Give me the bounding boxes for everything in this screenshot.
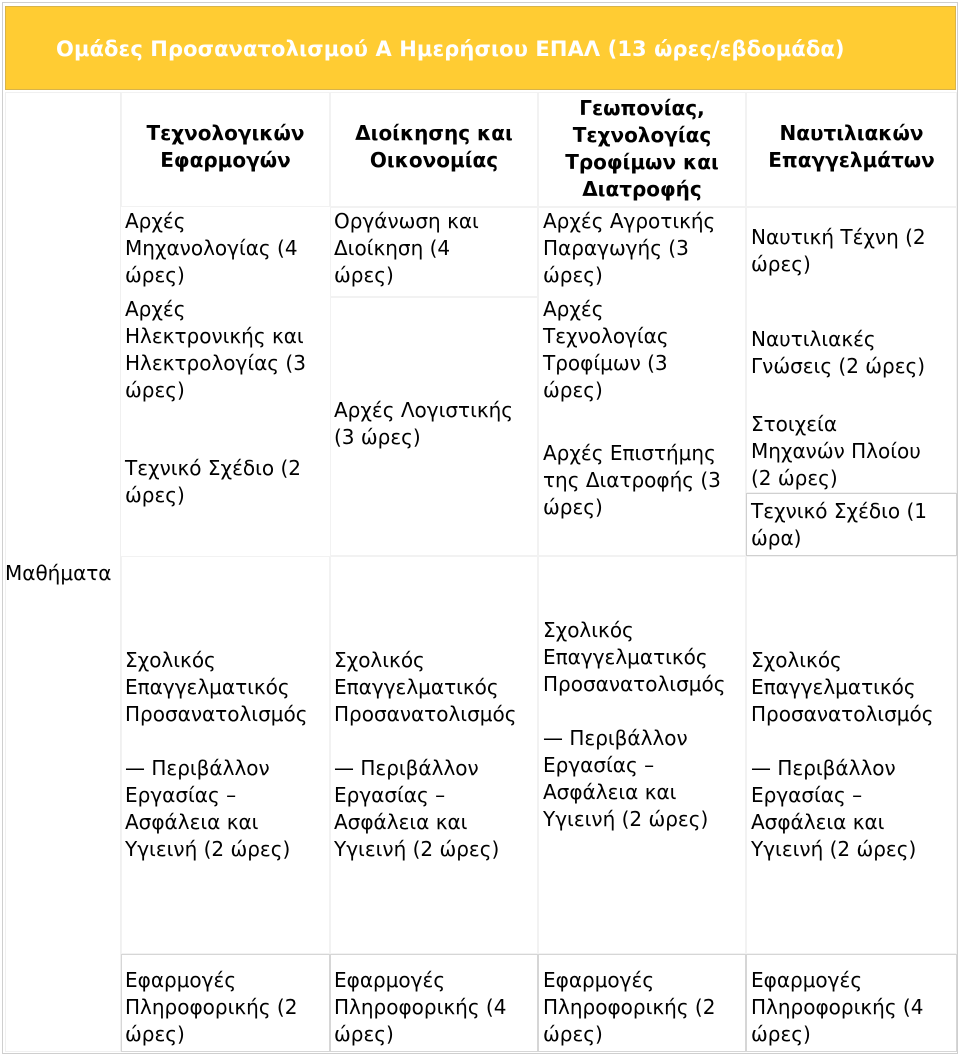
course-text: Αρχές Επιστήμης της Διατροφής (3 ώρες) [543,441,721,519]
course-cell: Αρχές Μηχανολογίας (4 ώρες) [125,209,298,287]
school-course-text: Σχολικός Επαγγελματικός Προσανατολισμός — Περιβάλλον Εργασίας – Ασφάλεια και Υγιεινή (2 ώρες) [125,648,308,861]
course-text: Αρχές Λογιστικής (3 ώρες) [334,398,514,449]
course-cell: Αρχές Ηλεκτρονικής και Ηλεκτρολογίας (3 ώρες) [125,297,306,402]
school-course-text: Σχολικός Επαγγελματικός Προσανατολισμός — Περιβάλλον Εργασίας – Ασφάλεια και Υγιεινή (2 ώρες) [751,648,934,861]
course-text: Αρχές Τεχνολογίας Τροφίμων (3 ώρες) [543,297,669,402]
row-label: Μαθήματα [5,561,112,585]
informatics-text: Εφαρμογές Πληροφορικής (4 ώρες) [334,968,507,1046]
course-text: Ναυτιλιακές Γνώσεις (2 ώρες) [751,327,926,378]
informatics-text: Εφαρμογές Πληροφορικής (2 ώρες) [125,968,298,1046]
table-title: Ομάδες Προσανατολισμού Α Ημερήσιου ΕΠΑΛ (13 ώρες/εβδομάδα) [56,37,845,61]
column-header: Τεχνολογικών Εφαρμογών [146,121,305,172]
course-cell: Τεχνικό Σχέδιο (2 ώρες) [125,456,302,507]
informatics-text: Εφαρμογές Πληροφορικής (2 ώρες) [543,968,716,1046]
column-header: Ναυτιλιακών Επαγγελμάτων [768,121,935,172]
course-text: Οργάνωση και Διοίκηση (4 ώρες) [334,209,479,287]
informatics-text: Εφαρμογές Πληροφορικής (4 ώρες) [751,968,924,1046]
school-course-text: Σχολικός Επαγγελματικός Προσανατολισμός — Περιβάλλον Εργασίας – Ασφάλεια και Υγιεινή (2 ώρες) [543,618,726,831]
column-header: Διοίκησης και Οικονομίας [355,121,513,172]
table-title-bar [5,6,956,90]
column-header: Γεωπονίας, Τεχνολογίας Τροφίμων και Διατροφής [565,96,719,201]
school-course-text: Σχολικός Επαγγελματικός Προσανατολισμός — Περιβάλλον Εργασίας – Ασφάλεια και Υγιεινή (2 ώρες) [334,648,517,861]
course-text: Τεχνικό Σχέδιο (1 ώρα) [751,499,928,550]
course-text: Αρχές Αγροτικής Παραγωγής (3 ώρες) [543,209,716,287]
course-text: Στοιχεία Μηχανών Πλοίου (2 ώρες) [751,412,921,490]
course-text: Ναυτική Τέχνη (2 ώρες) [751,225,926,276]
